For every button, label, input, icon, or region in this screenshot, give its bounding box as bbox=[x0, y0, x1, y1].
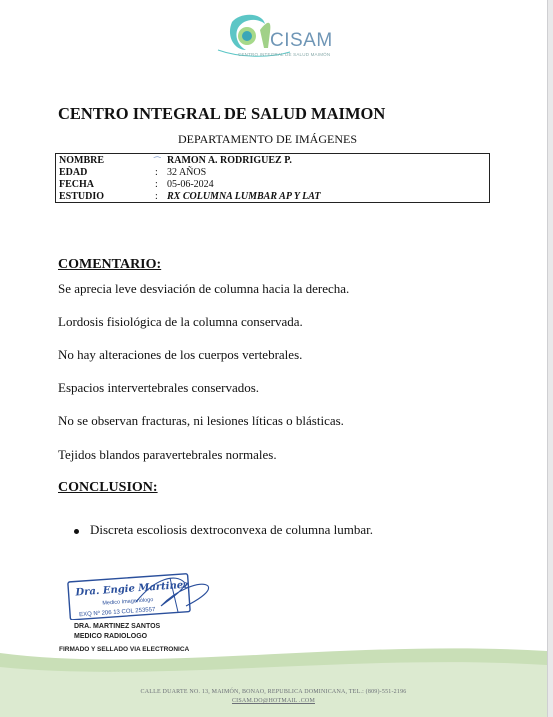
comentario-line: Lordosis fisiológica de la columna conservada. bbox=[58, 314, 303, 329]
logo-tagline: CENTRO INTEGRAL DE SALUD MAIMÓN bbox=[238, 52, 331, 57]
comentario-line: Tejidos blandos paravertebrales normales. bbox=[58, 447, 277, 462]
patient-study-value: RX COLUMNA LUMBAR AP Y LAT bbox=[167, 191, 321, 202]
doctor-stamp-signature bbox=[66, 572, 216, 620]
patient-age-colon: : bbox=[155, 167, 158, 178]
doctor-role: MEDICO RADIOLOGO bbox=[74, 633, 148, 640]
stamp-exq: EXQ Nº 206 13 COL 253557 bbox=[78, 606, 156, 619]
page-title: CENTRO INTEGRAL DE SALUD MAIMON bbox=[58, 104, 386, 123]
footer-address: CALLE DUARTE NO. 13, MAIMÓN, BONAO, REPUBLICA DOMINICANA, TEL.: (809)-551-2196 bbox=[140, 689, 407, 695]
conclusion-item: Discreta escoliosis dextroconvexa de columna lumbar. bbox=[90, 522, 374, 537]
patient-info-box bbox=[55, 153, 490, 203]
bullet-icon bbox=[74, 529, 79, 534]
patient-age-label: EDAD bbox=[59, 167, 88, 178]
patient-study-colon: : bbox=[155, 191, 158, 202]
doctor-name: DRA. MARTINEZ SANTOS bbox=[74, 623, 161, 630]
comentario-line: No hay alteraciones de los cuerpos vertebrales. bbox=[58, 347, 303, 362]
patient-name-value: RAMON A. RODRIGUEZ P. bbox=[167, 155, 292, 166]
footer-wave-decoration bbox=[0, 645, 547, 717]
patient-age-value: 32 AÑOS bbox=[167, 167, 207, 178]
comentario-line: Se aprecia leve desviación de columna hacia la derecha. bbox=[58, 281, 350, 296]
patient-date-value: 05-06-2024 bbox=[167, 179, 214, 190]
stamp-role: Medico Imagenólogo bbox=[102, 597, 154, 607]
comentario-line: Espacios intervertebrales conservados. bbox=[58, 380, 260, 395]
footer-email-link[interactable]: CISAM.DO@HOTMAIL .COM bbox=[231, 698, 315, 704]
patient-name-label: NOMBRE bbox=[59, 155, 104, 166]
department-title: DEPARTAMENTO DE IMÁGENES bbox=[178, 132, 357, 146]
stamp-name: Dra. Engie Martinez bbox=[75, 579, 190, 599]
patient-date-colon: : bbox=[155, 179, 158, 190]
spell-check-mark-icon: ⁀ bbox=[154, 157, 161, 166]
comentario-line: No se observan fracturas, ni lesiones líticas o blásticas. bbox=[58, 413, 344, 428]
logo-name: CISAM bbox=[270, 30, 333, 51]
signature-note: FIRMADO Y SELLADO VIA ELECTRONICA bbox=[59, 646, 190, 653]
page-edge bbox=[548, 0, 553, 717]
patient-study-label: ESTUDIO bbox=[59, 191, 105, 202]
comentario-heading: COMENTARIO: bbox=[58, 257, 162, 272]
conclusion-heading: CONCLUSION: bbox=[58, 480, 158, 495]
patient-date-label: FECHA bbox=[59, 179, 94, 190]
